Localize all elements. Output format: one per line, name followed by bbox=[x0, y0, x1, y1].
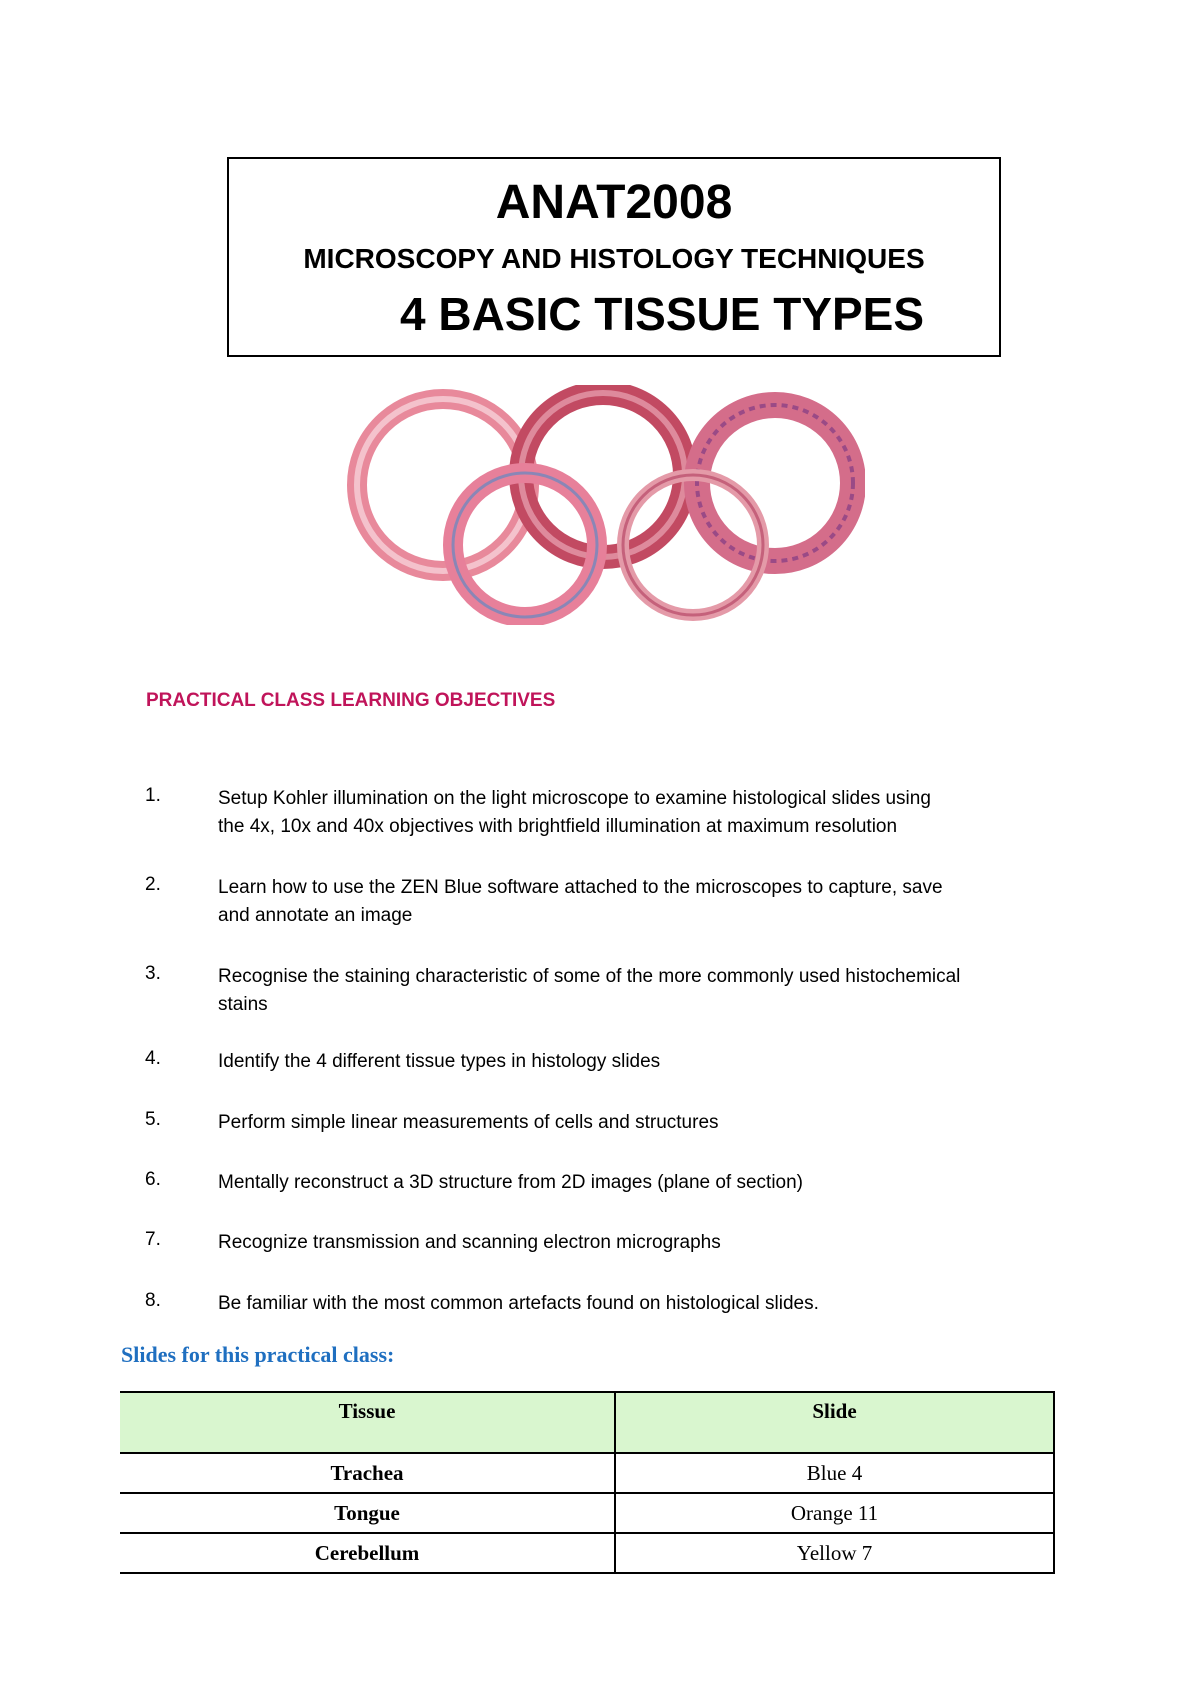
table-row bbox=[120, 1493, 1054, 1533]
item-number: 4. bbox=[145, 1048, 161, 1069]
item-line: Learn how to use the ZEN Blue software attached to the microscopes to capture, save bbox=[218, 877, 943, 898]
item-text bbox=[218, 874, 1078, 930]
tissue-cell: Tongue bbox=[120, 1493, 615, 1533]
item-number: 5. bbox=[145, 1109, 161, 1130]
item-line: Setup Kohler illumination on the light microscope to examine histological slides using bbox=[218, 788, 931, 809]
tissue-cell: Cerebellum bbox=[120, 1533, 615, 1573]
item-line: Recognize transmission and scanning electron micrographs bbox=[218, 1232, 721, 1253]
item-number: 8. bbox=[145, 1290, 161, 1311]
item-line: and annotate an image bbox=[218, 905, 413, 926]
item-number: 2. bbox=[145, 874, 161, 895]
course-code: ANAT2008 bbox=[495, 176, 733, 229]
item-text bbox=[218, 963, 1078, 1019]
table-header-row bbox=[120, 1392, 1054, 1453]
slide-cell: Blue 4 bbox=[615, 1453, 1054, 1493]
item-text bbox=[218, 1169, 1078, 1197]
page-title: 4 BASIC TISSUE TYPES bbox=[400, 288, 925, 340]
item-number: 6. bbox=[145, 1169, 161, 1190]
slide-cell: Orange 11 bbox=[615, 1493, 1054, 1533]
table-row bbox=[120, 1533, 1054, 1573]
item-line: Identify the 4 different tissue types in histology slides bbox=[218, 1051, 661, 1072]
title-box bbox=[227, 157, 1001, 357]
item-line: Mentally reconstruct a 3D structure from 2D images (plane of section) bbox=[218, 1172, 804, 1193]
item-text bbox=[218, 1229, 1078, 1257]
table-row bbox=[120, 1453, 1054, 1493]
item-number: 3. bbox=[145, 963, 161, 984]
column-header-tissue: Tissue bbox=[120, 1392, 615, 1453]
item-line: Recognise the staining characteristic of some of the more commonly used histochemical bbox=[218, 966, 961, 987]
course-subtitle: MICROSCOPY AND HISTOLOGY TECHNIQUES bbox=[303, 243, 925, 274]
item-line: the 4x, 10x and 40x objectives with brightfield illumination at maximum resolution bbox=[218, 816, 898, 837]
tissue-cell: Trachea bbox=[120, 1453, 615, 1493]
slides-heading: Slides for this practical class: bbox=[121, 1342, 395, 1367]
item-text bbox=[218, 1048, 1078, 1076]
item-line: Perform simple linear measurements of cells and structures bbox=[218, 1112, 719, 1133]
slide-cell: Yellow 7 bbox=[615, 1533, 1054, 1573]
item-text bbox=[218, 1109, 1078, 1137]
slides-table bbox=[120, 1391, 1055, 1574]
column-header-slide: Slide bbox=[615, 1392, 1054, 1453]
histology-rings-image bbox=[345, 385, 865, 625]
item-line: stains bbox=[218, 994, 268, 1015]
item-line: Be familiar with the most common artefacts found on histological slides. bbox=[218, 1293, 819, 1314]
item-text bbox=[218, 1290, 1078, 1318]
item-number: 1. bbox=[145, 785, 161, 806]
item-text bbox=[218, 785, 1078, 841]
objectives-heading: PRACTICAL CLASS LEARNING OBJECTIVES bbox=[146, 690, 556, 711]
item-number: 7. bbox=[145, 1229, 161, 1250]
